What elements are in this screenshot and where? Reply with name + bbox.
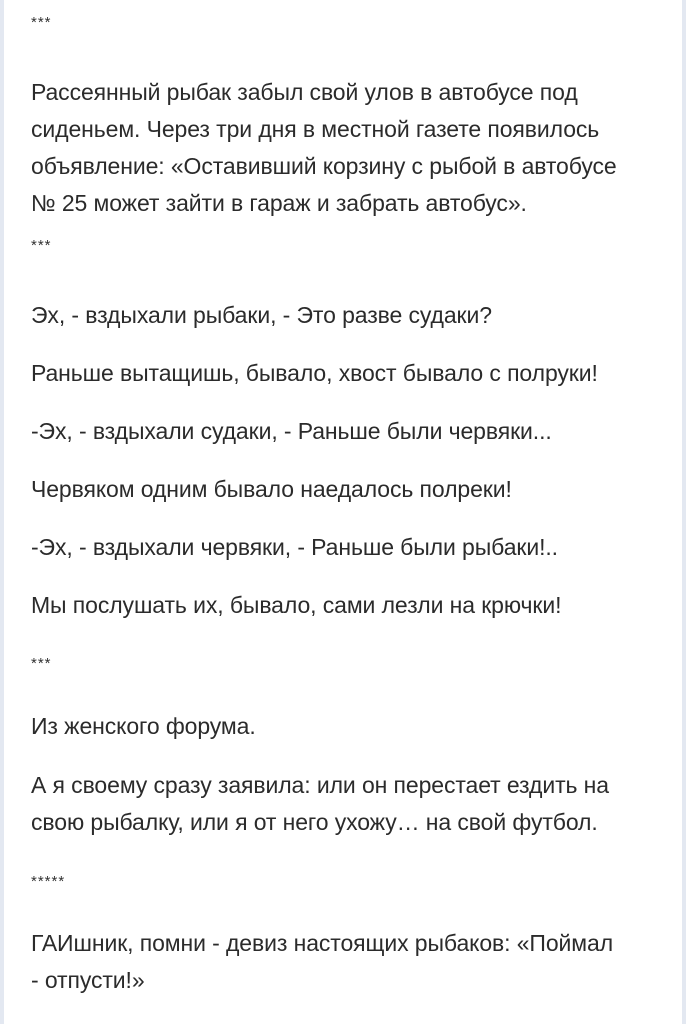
text-line: - отпусти!» bbox=[31, 967, 145, 993]
text-line: свою рыбалку, или я от него ухожу… на свой футбол. bbox=[31, 809, 598, 835]
text-line: ГАИшник, помни - девиз настоящих рыбаков: «Поймал bbox=[31, 930, 614, 956]
joke-paragraph bbox=[31, 767, 656, 841]
poem-line bbox=[31, 297, 656, 334]
separator-stars: ***** bbox=[31, 873, 66, 890]
text-line: сиденьем. Через три дня в местной газете появилось bbox=[31, 116, 600, 142]
text-line: Раньше вытащишь, бывало, хвост бывало с полруки! bbox=[31, 360, 598, 386]
poem-line bbox=[31, 413, 656, 450]
poem-line bbox=[31, 529, 656, 566]
poem-line bbox=[31, 471, 656, 508]
joke-heading bbox=[31, 708, 656, 745]
page-left-border bbox=[0, 0, 4, 1024]
poem-line bbox=[31, 587, 656, 624]
text-line: № 25 может зайти в гараж и забрать автобус». bbox=[31, 190, 527, 216]
separator-stars: *** bbox=[31, 237, 52, 254]
text-line: А я своему сразу заявила: или он перестает ездить на bbox=[31, 772, 609, 798]
joke-paragraph bbox=[31, 74, 656, 222]
text-line: Червяком одним бывало наедалось полреки! bbox=[31, 476, 512, 502]
text-line: объявление: «Оставивший корзину с рыбой в автобусе bbox=[31, 153, 617, 179]
text-line: -Эх, - вздыхали червяки, - Раньше были рыбаки!.. bbox=[31, 534, 558, 560]
text-line: Из женского форума. bbox=[31, 713, 256, 739]
text-line: Мы послушать их, бывало, сами лезли на крючки! bbox=[31, 592, 562, 618]
page-right-border bbox=[682, 0, 686, 1024]
separator-stars: *** bbox=[31, 14, 52, 31]
text-line: Эх, - вздыхали рыбаки, - Это разве судаки? bbox=[31, 302, 492, 328]
joke-paragraph bbox=[31, 925, 656, 999]
poem-line bbox=[31, 355, 656, 392]
text-line: Рассеянный рыбак забыл свой улов в автобусе под bbox=[31, 79, 578, 105]
separator-stars: *** bbox=[31, 655, 52, 672]
text-line: -Эх, - вздыхали судаки, - Раньше были червяки... bbox=[31, 418, 552, 444]
